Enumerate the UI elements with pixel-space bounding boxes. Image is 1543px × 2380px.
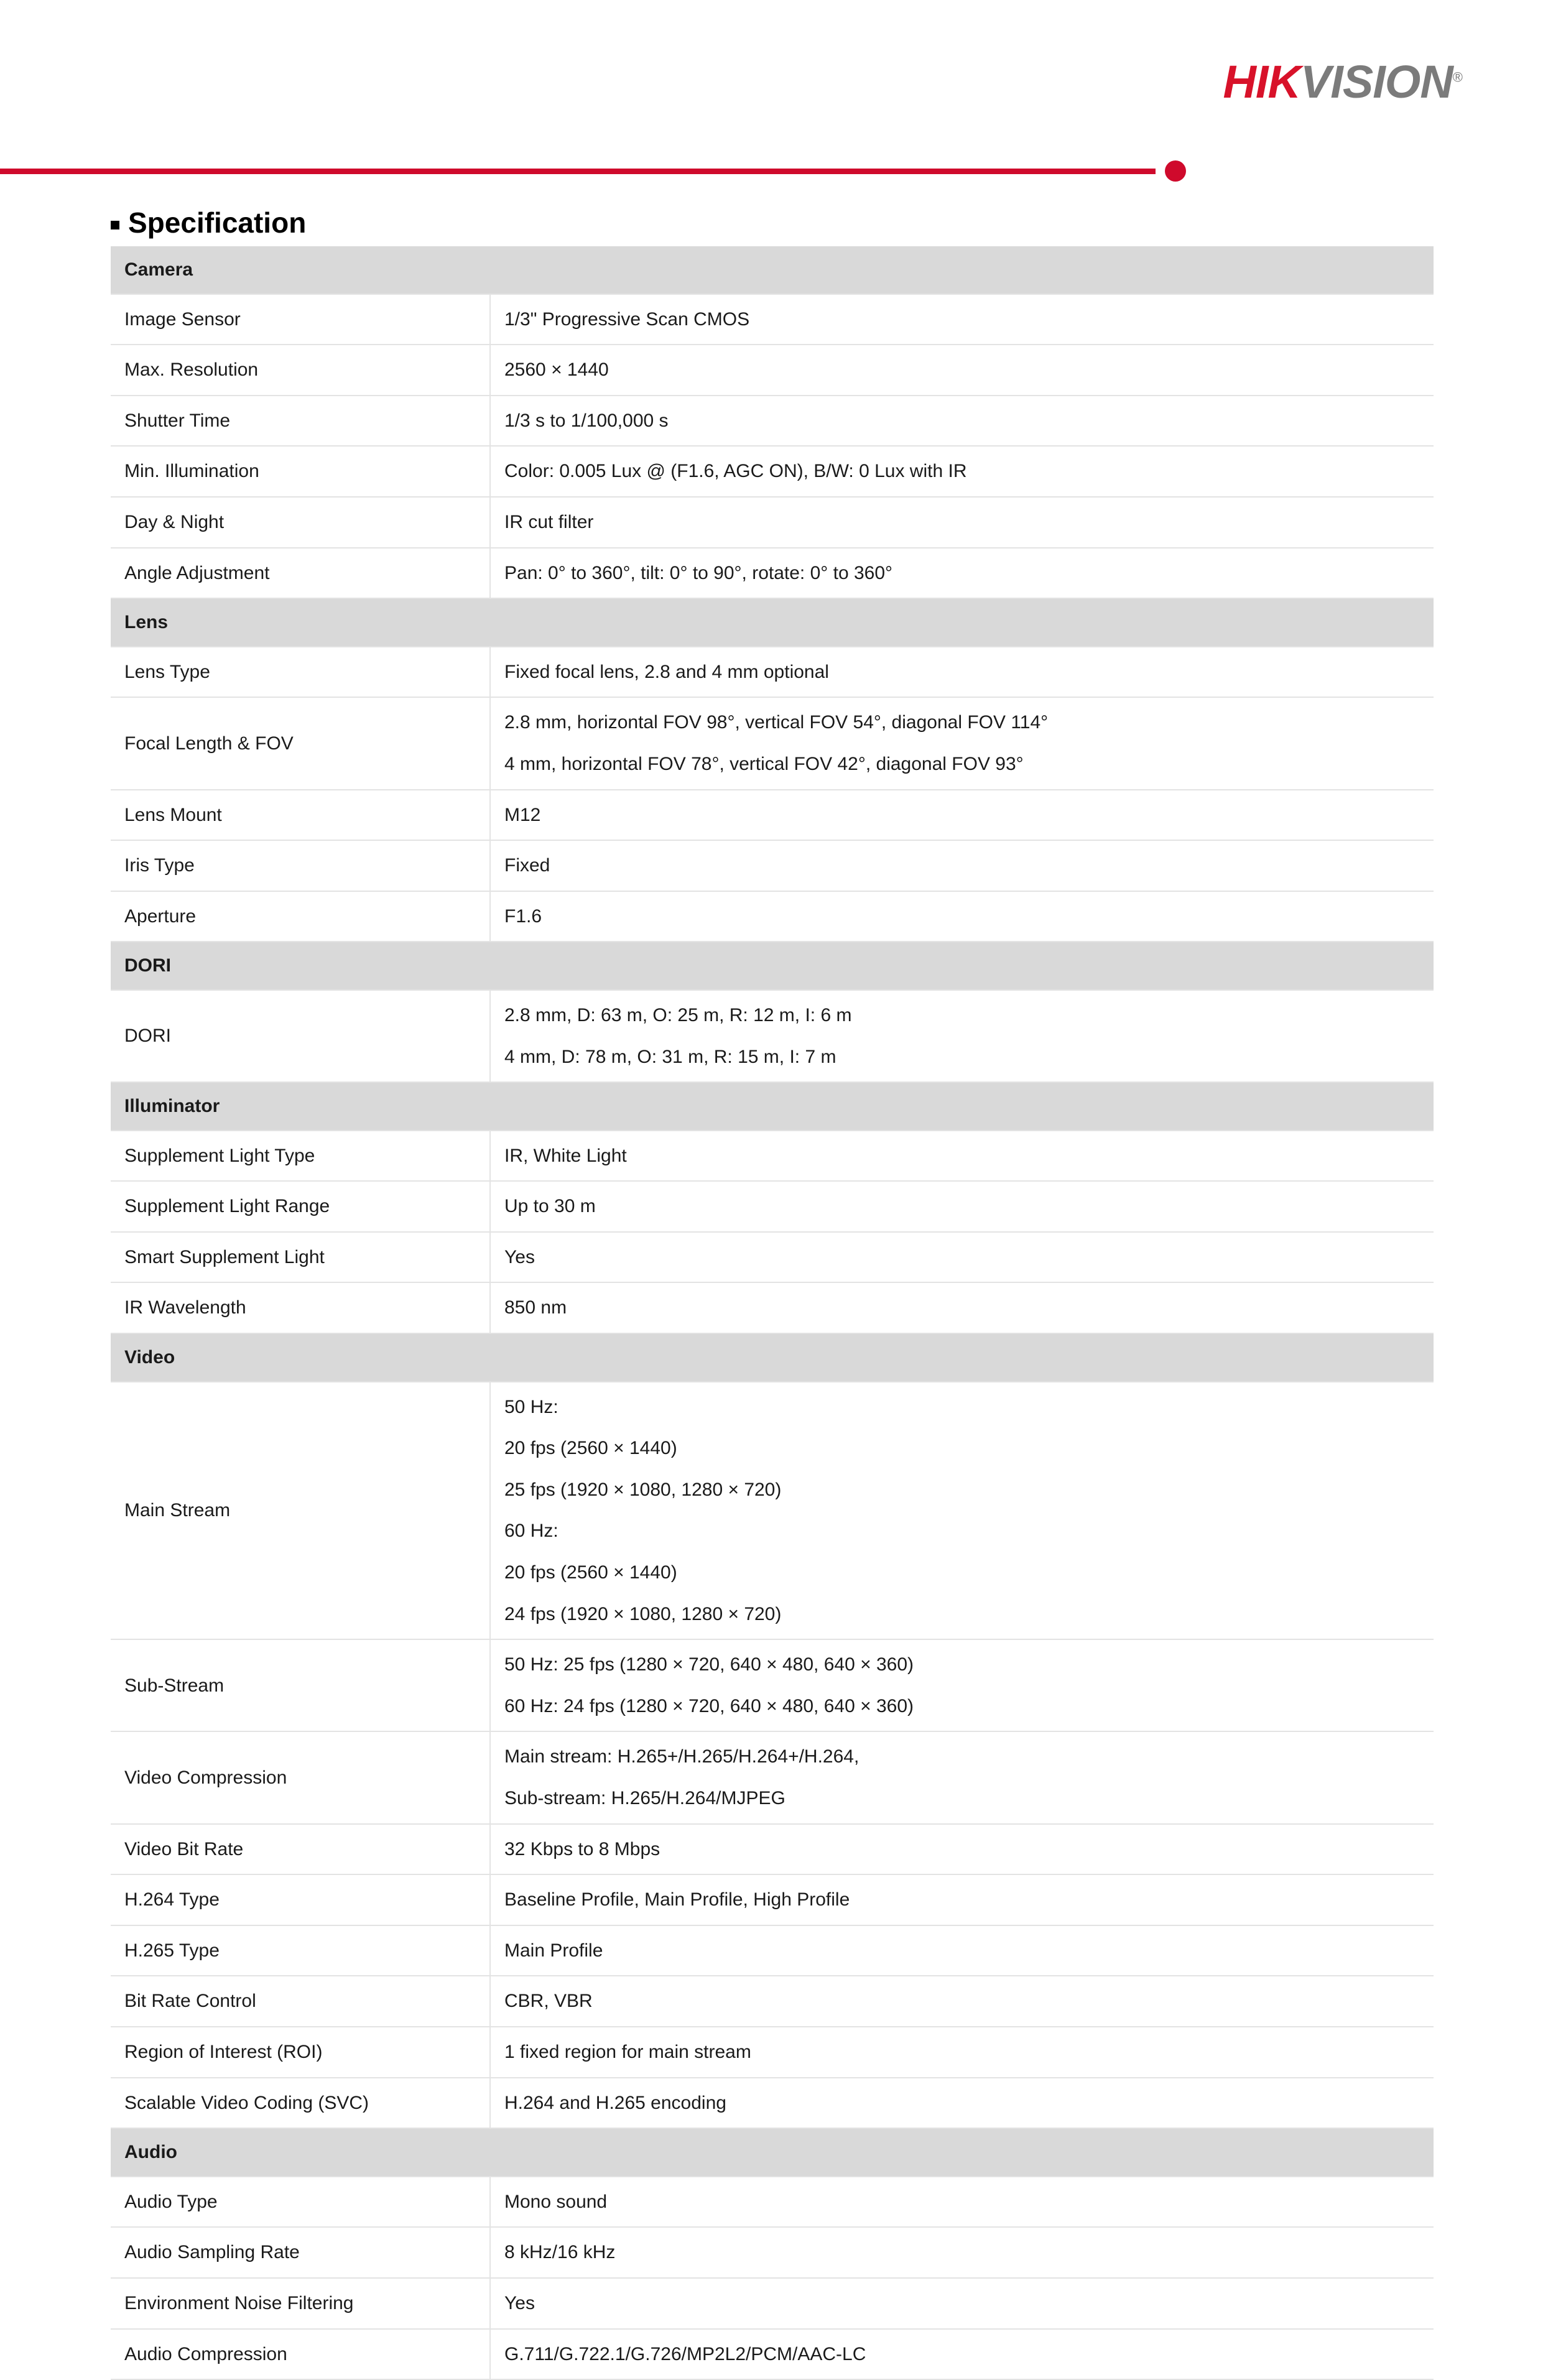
spec-row: [111, 2027, 1434, 2078]
spec-value: 2560 × 1440: [490, 345, 1434, 396]
page-title-text: Specification: [128, 206, 307, 239]
spec-row: [111, 1131, 1434, 1182]
spec-value-line: 25 fps (1920 × 1080, 1280 × 720): [504, 1479, 782, 1500]
spec-value: 1 fixed region for main stream: [490, 2027, 1434, 2078]
spec-value: 32 Kbps to 8 Mbps: [490, 1824, 1434, 1875]
specification-table: [111, 246, 1434, 2380]
spec-row: [111, 2278, 1434, 2329]
spec-value: Baseline Profile, Main Profile, High Profile: [490, 1874, 1434, 1925]
header-rule-dot-icon: [1165, 160, 1186, 182]
section-header-label: Illuminator: [111, 1082, 1434, 1131]
spec-value: CBR, VBR: [490, 1976, 1434, 2027]
spec-row: [111, 396, 1434, 447]
spec-label: Angle Adjustment: [111, 548, 490, 599]
spec-value: Fixed focal lens, 2.8 and 4 mm optional: [490, 647, 1434, 698]
spec-label: Max. Resolution: [111, 345, 490, 396]
spec-value: M12: [490, 790, 1434, 841]
spec-label: Iris Type: [111, 840, 490, 891]
spec-row: [111, 1282, 1434, 1333]
spec-label: Smart Supplement Light: [111, 1232, 490, 1283]
spec-value-line: 2.8 mm, D: 63 m, O: 25 m, R: 12 m, I: 6 m: [504, 1004, 852, 1026]
spec-row: [111, 790, 1434, 841]
logo-vision-text: VISION: [1300, 56, 1453, 108]
spec-value-line: 4 mm, horizontal FOV 78°, vertical FOV 42°, diagonal FOV 93°: [504, 753, 1024, 774]
spec-row: [111, 1181, 1434, 1232]
spec-value: Yes: [490, 2278, 1434, 2329]
spec-value-line: Sub-stream: H.265/H.264/MJPEG: [504, 1788, 785, 1808]
spec-value: Main Profile: [490, 1925, 1434, 1976]
section-header-label: Camera: [111, 246, 1434, 294]
spec-value: 850 nm: [490, 1282, 1434, 1333]
spec-label: Lens Type: [111, 647, 490, 698]
spec-value: 8 kHz/16 kHz: [490, 2227, 1434, 2278]
spec-row: [111, 446, 1434, 497]
section-header-row: [111, 1333, 1434, 1382]
spec-value-line: Main stream: H.265+/H.265/H.264+/H.264,: [504, 1746, 860, 1767]
spec-value: IR, White Light: [490, 1131, 1434, 1182]
spec-value-line: 20 fps (2560 × 1440): [504, 1562, 677, 1583]
spec-row: [111, 1731, 1434, 1823]
logo-hik-text: HIK: [1223, 56, 1300, 108]
spec-label: Environment Noise Filtering: [111, 2278, 490, 2329]
spec-row: [111, 840, 1434, 891]
spec-label: Audio Type: [111, 2177, 490, 2228]
spec-label: H.264 Type: [111, 1874, 490, 1925]
spec-value: Fixed: [490, 840, 1434, 891]
spec-row: [111, 647, 1434, 698]
spec-row: [111, 697, 1434, 789]
spec-label: Min. Illumination: [111, 446, 490, 497]
spec-label: Focal Length & FOV: [111, 697, 490, 789]
spec-value: 1/3 s to 1/100,000 s: [490, 396, 1434, 447]
specification-table-body: [111, 246, 1434, 2379]
spec-value: IR cut filter: [490, 497, 1434, 548]
spec-label: Scalable Video Coding (SVC): [111, 2078, 490, 2129]
spec-label: Aperture: [111, 891, 490, 942]
spec-label: Supplement Light Type: [111, 1131, 490, 1182]
spec-row: [111, 1824, 1434, 1875]
spec-value: G.711/G.722.1/G.726/MP2L2/PCM/AAC-LC: [490, 2329, 1434, 2380]
spec-label: Audio Sampling Rate: [111, 2227, 490, 2278]
spec-label: Day & Night: [111, 497, 490, 548]
spec-row: [111, 497, 1434, 548]
spec-row: [111, 345, 1434, 396]
spec-row: [111, 2329, 1434, 2380]
spec-value: Yes: [490, 1232, 1434, 1283]
section-header-label: DORI: [111, 942, 1434, 990]
spec-value-line: 2.8 mm, horizontal FOV 98°, vertical FOV 54°, diagonal FOV 114°: [504, 712, 1049, 733]
spec-value: [490, 1382, 1434, 1640]
spec-row: [111, 1639, 1434, 1731]
section-header-row: [111, 246, 1434, 294]
header-divider-rule: [0, 169, 1156, 174]
spec-value: Mono sound: [490, 2177, 1434, 2228]
spec-label: Supplement Light Range: [111, 1181, 490, 1232]
spec-label: Bit Rate Control: [111, 1976, 490, 2027]
spec-row: [111, 1382, 1434, 1640]
section-header-row: [111, 598, 1434, 647]
spec-label: Video Compression: [111, 1731, 490, 1823]
spec-row: [111, 294, 1434, 345]
spec-row: [111, 1925, 1434, 1976]
section-header-label: Lens: [111, 598, 1434, 647]
spec-value: [490, 990, 1434, 1082]
hikvision-logo: [1223, 56, 1462, 108]
spec-value-line: 20 fps (2560 × 1440): [504, 1438, 677, 1459]
spec-value: F1.6: [490, 891, 1434, 942]
spec-row: [111, 990, 1434, 1082]
spec-row: [111, 1874, 1434, 1925]
spec-value-line: 24 fps (1920 × 1080, 1280 × 720): [504, 1603, 782, 1624]
spec-label: Region of Interest (ROI): [111, 2027, 490, 2078]
spec-row: [111, 1976, 1434, 2027]
section-header-row: [111, 2128, 1434, 2177]
spec-value-line: 50 Hz:: [504, 1396, 558, 1417]
spec-value-line: 4 mm, D: 78 m, O: 31 m, R: 15 m, I: 7 m: [504, 1046, 836, 1067]
spec-label: Sub-Stream: [111, 1639, 490, 1731]
spec-value: Color: 0.005 Lux @ (F1.6, AGC ON), B/W: 0 Lux with IR: [490, 446, 1434, 497]
spec-row: [111, 2227, 1434, 2278]
spec-row: [111, 891, 1434, 942]
page-title: [111, 207, 306, 239]
spec-value-line: 60 Hz:: [504, 1521, 558, 1542]
square-bullet-icon: [111, 221, 119, 229]
spec-label: Lens Mount: [111, 790, 490, 841]
section-header-label: Video: [111, 1333, 1434, 1382]
spec-label: IR Wavelength: [111, 1282, 490, 1333]
section-header-label: Audio: [111, 2128, 1434, 2177]
spec-value: [490, 697, 1434, 789]
section-header-row: [111, 1082, 1434, 1131]
spec-label: DORI: [111, 990, 490, 1082]
spec-value-line: 50 Hz: 25 fps (1280 × 720, 640 × 480, 640 × 360): [504, 1654, 914, 1675]
spec-value: [490, 1731, 1434, 1823]
spec-value-line: 60 Hz: 24 fps (1280 × 720, 640 × 480, 640 × 360): [504, 1695, 914, 1716]
spec-value: H.264 and H.265 encoding: [490, 2078, 1434, 2129]
spec-value: 1/3" Progressive Scan CMOS: [490, 294, 1434, 345]
spec-value: [490, 1639, 1434, 1731]
spec-value: Pan: 0° to 360°, tilt: 0° to 90°, rotate: 0° to 360°: [490, 548, 1434, 599]
section-header-row: [111, 942, 1434, 990]
spec-label: Video Bit Rate: [111, 1824, 490, 1875]
spec-label: Shutter Time: [111, 396, 490, 447]
spec-row: [111, 2177, 1434, 2228]
spec-label: Audio Compression: [111, 2329, 490, 2380]
spec-row: [111, 2078, 1434, 2129]
spec-value: Up to 30 m: [490, 1181, 1434, 1232]
registered-trademark-icon: ®: [1452, 69, 1462, 85]
spec-label: H.265 Type: [111, 1925, 490, 1976]
spec-label: Main Stream: [111, 1382, 490, 1640]
spec-row: [111, 1232, 1434, 1283]
spec-row: [111, 548, 1434, 599]
spec-label: Image Sensor: [111, 294, 490, 345]
